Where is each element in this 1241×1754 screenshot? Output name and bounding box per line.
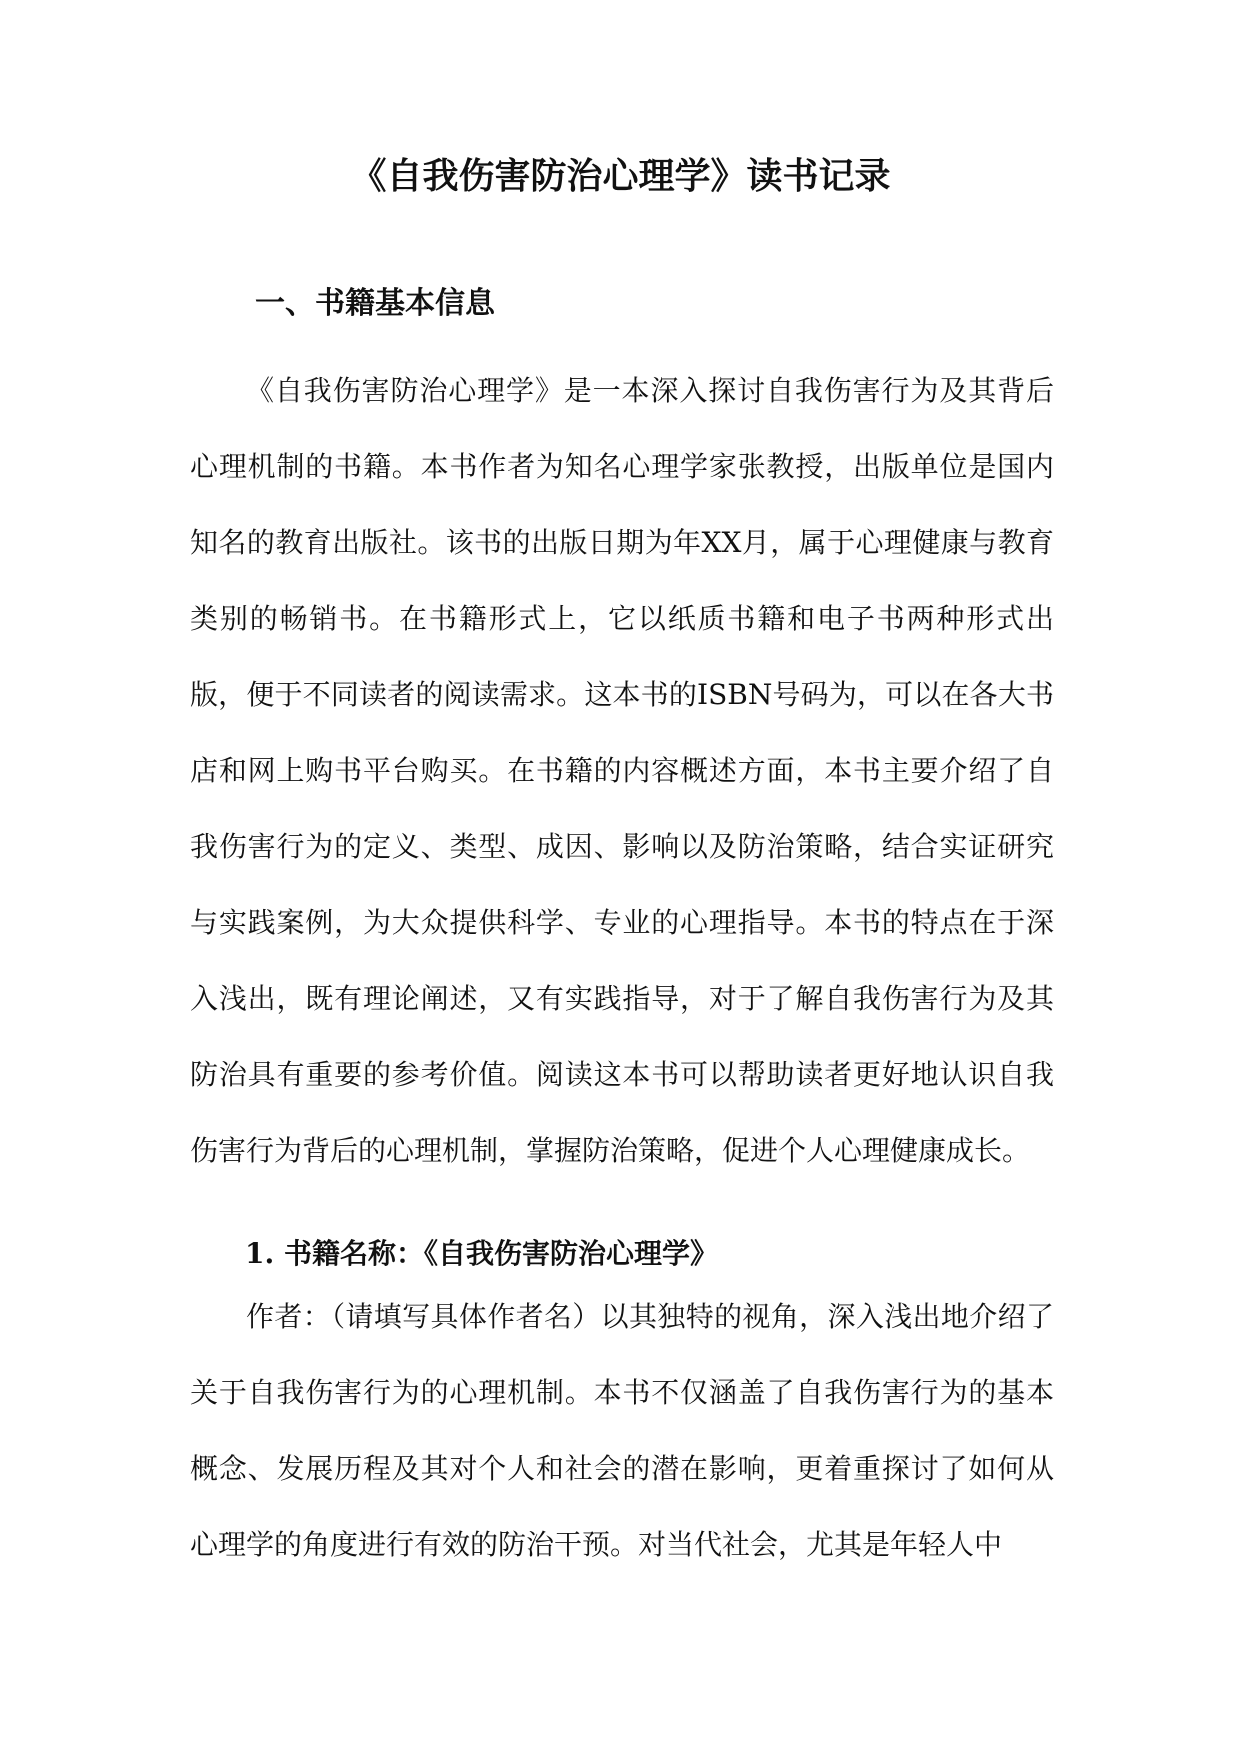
paragraph-author-intro: 作者：（请填写具体作者名）以其独特的视角，深入浅出地介绍了关于自我伤害行为的心理机制。本书不仅涵盖了自我伤害行为的基本概念、发展历程及其对个人和社会的潜在影响，更着重探讨了如何从心理学的角度进行有效的防治干预。对当代社会，尤其是年轻人中 (190, 1300, 1054, 1561)
paragraph-basic-info: 《自我伤害防治心理学》是一本深入探讨自我伤害行为及其背后心理机制的书籍。本书作者为知名心理学家张教授，出版单位是国内知名的教育出版社。该书的出版日期为年XX月，属于心理健康与教育类别的畅销书。在书籍形式上，它以纸质书籍和电子书两种形式出版，便于不同读者的阅读需求。这本书的ISBN号码为，可以在各大书店和网上购书平台购买。在书籍的内容概述方面，本书主要介绍了自我伤害行为的定义、类型、成因、影响以及防治策略，结合实证研究与实践案例，为大众提供科学、专业的心理指导。本书的特点在于深入浅出，既有理论阐述，又有实践指导，对于了解自我伤害行为及其防治具有重要的参考价值。阅读这本书可以帮助读者更好地认识自我伤害行为背后的心理机制，掌握防治策略，促进个人心理健康成长。 (190, 374, 1054, 1167)
document-title: 《自我伤害防治心理学》读书记录 (350, 155, 891, 197)
subheading-book-name: 1. 书籍名称：《自我伤害防治心理学》 (245, 1237, 718, 1270)
section-heading-basic-info: 一、书籍基本信息 (255, 286, 495, 321)
